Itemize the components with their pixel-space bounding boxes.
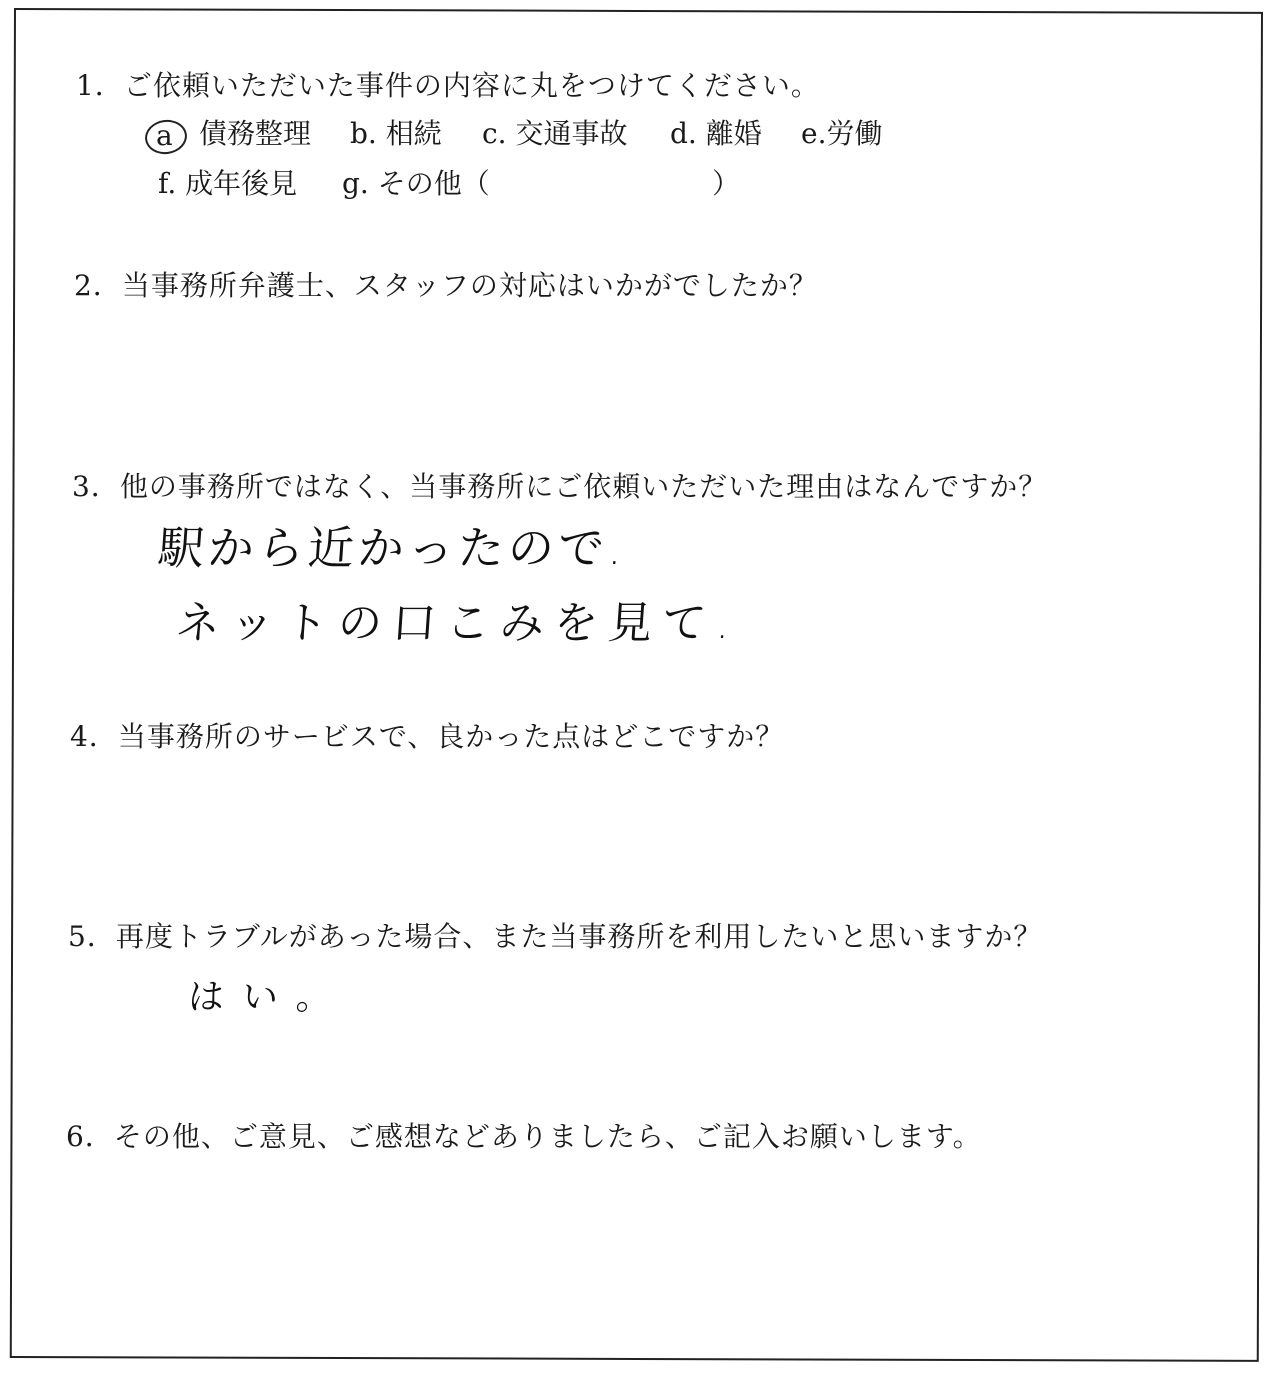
question-6: 6．その他、ご意見、ご感想などありましたら、ご記入お願いします。 (66, 1120, 982, 1153)
option-e: e.労働 (801, 117, 883, 150)
answer-3-line-2: ネットの口こみを見て. (174, 598, 742, 649)
question-1: 1．ご依頼いただいた事件の内容に丸をつけてください。 (76, 69, 820, 102)
answer-5: はい。 (186, 977, 352, 1018)
question-4: 4．当事務所のサービスで、良かった点はどこですか？ (70, 720, 785, 753)
question-2: 2．当事務所弁護士、スタッフの対応はいかがでしたか？ (74, 269, 818, 302)
option-g-close: ） (712, 167, 741, 200)
option-c: c. 交通事故 (482, 117, 628, 150)
option-a-letter: a (156, 119, 173, 152)
survey-sheet-border (10, 8, 1263, 1362)
option-g: g. その他（ (342, 167, 490, 200)
option-f: f. 成年後見 (158, 167, 298, 200)
option-b: b. 相続 (350, 117, 442, 150)
answer-3-line-1: 駅から近かったので. (156, 521, 629, 575)
option-a-label: 債務整理 (199, 117, 312, 150)
option-d: d. 離婚 (670, 117, 762, 150)
question-3: 3．他の事務所ではなく、当事務所にご依頼いただいた理由はなんですか？ (72, 470, 1048, 503)
question-5: 5．再度トラブルがあった場合、また当事務所を利用したいと思いますか？ (68, 920, 1043, 953)
